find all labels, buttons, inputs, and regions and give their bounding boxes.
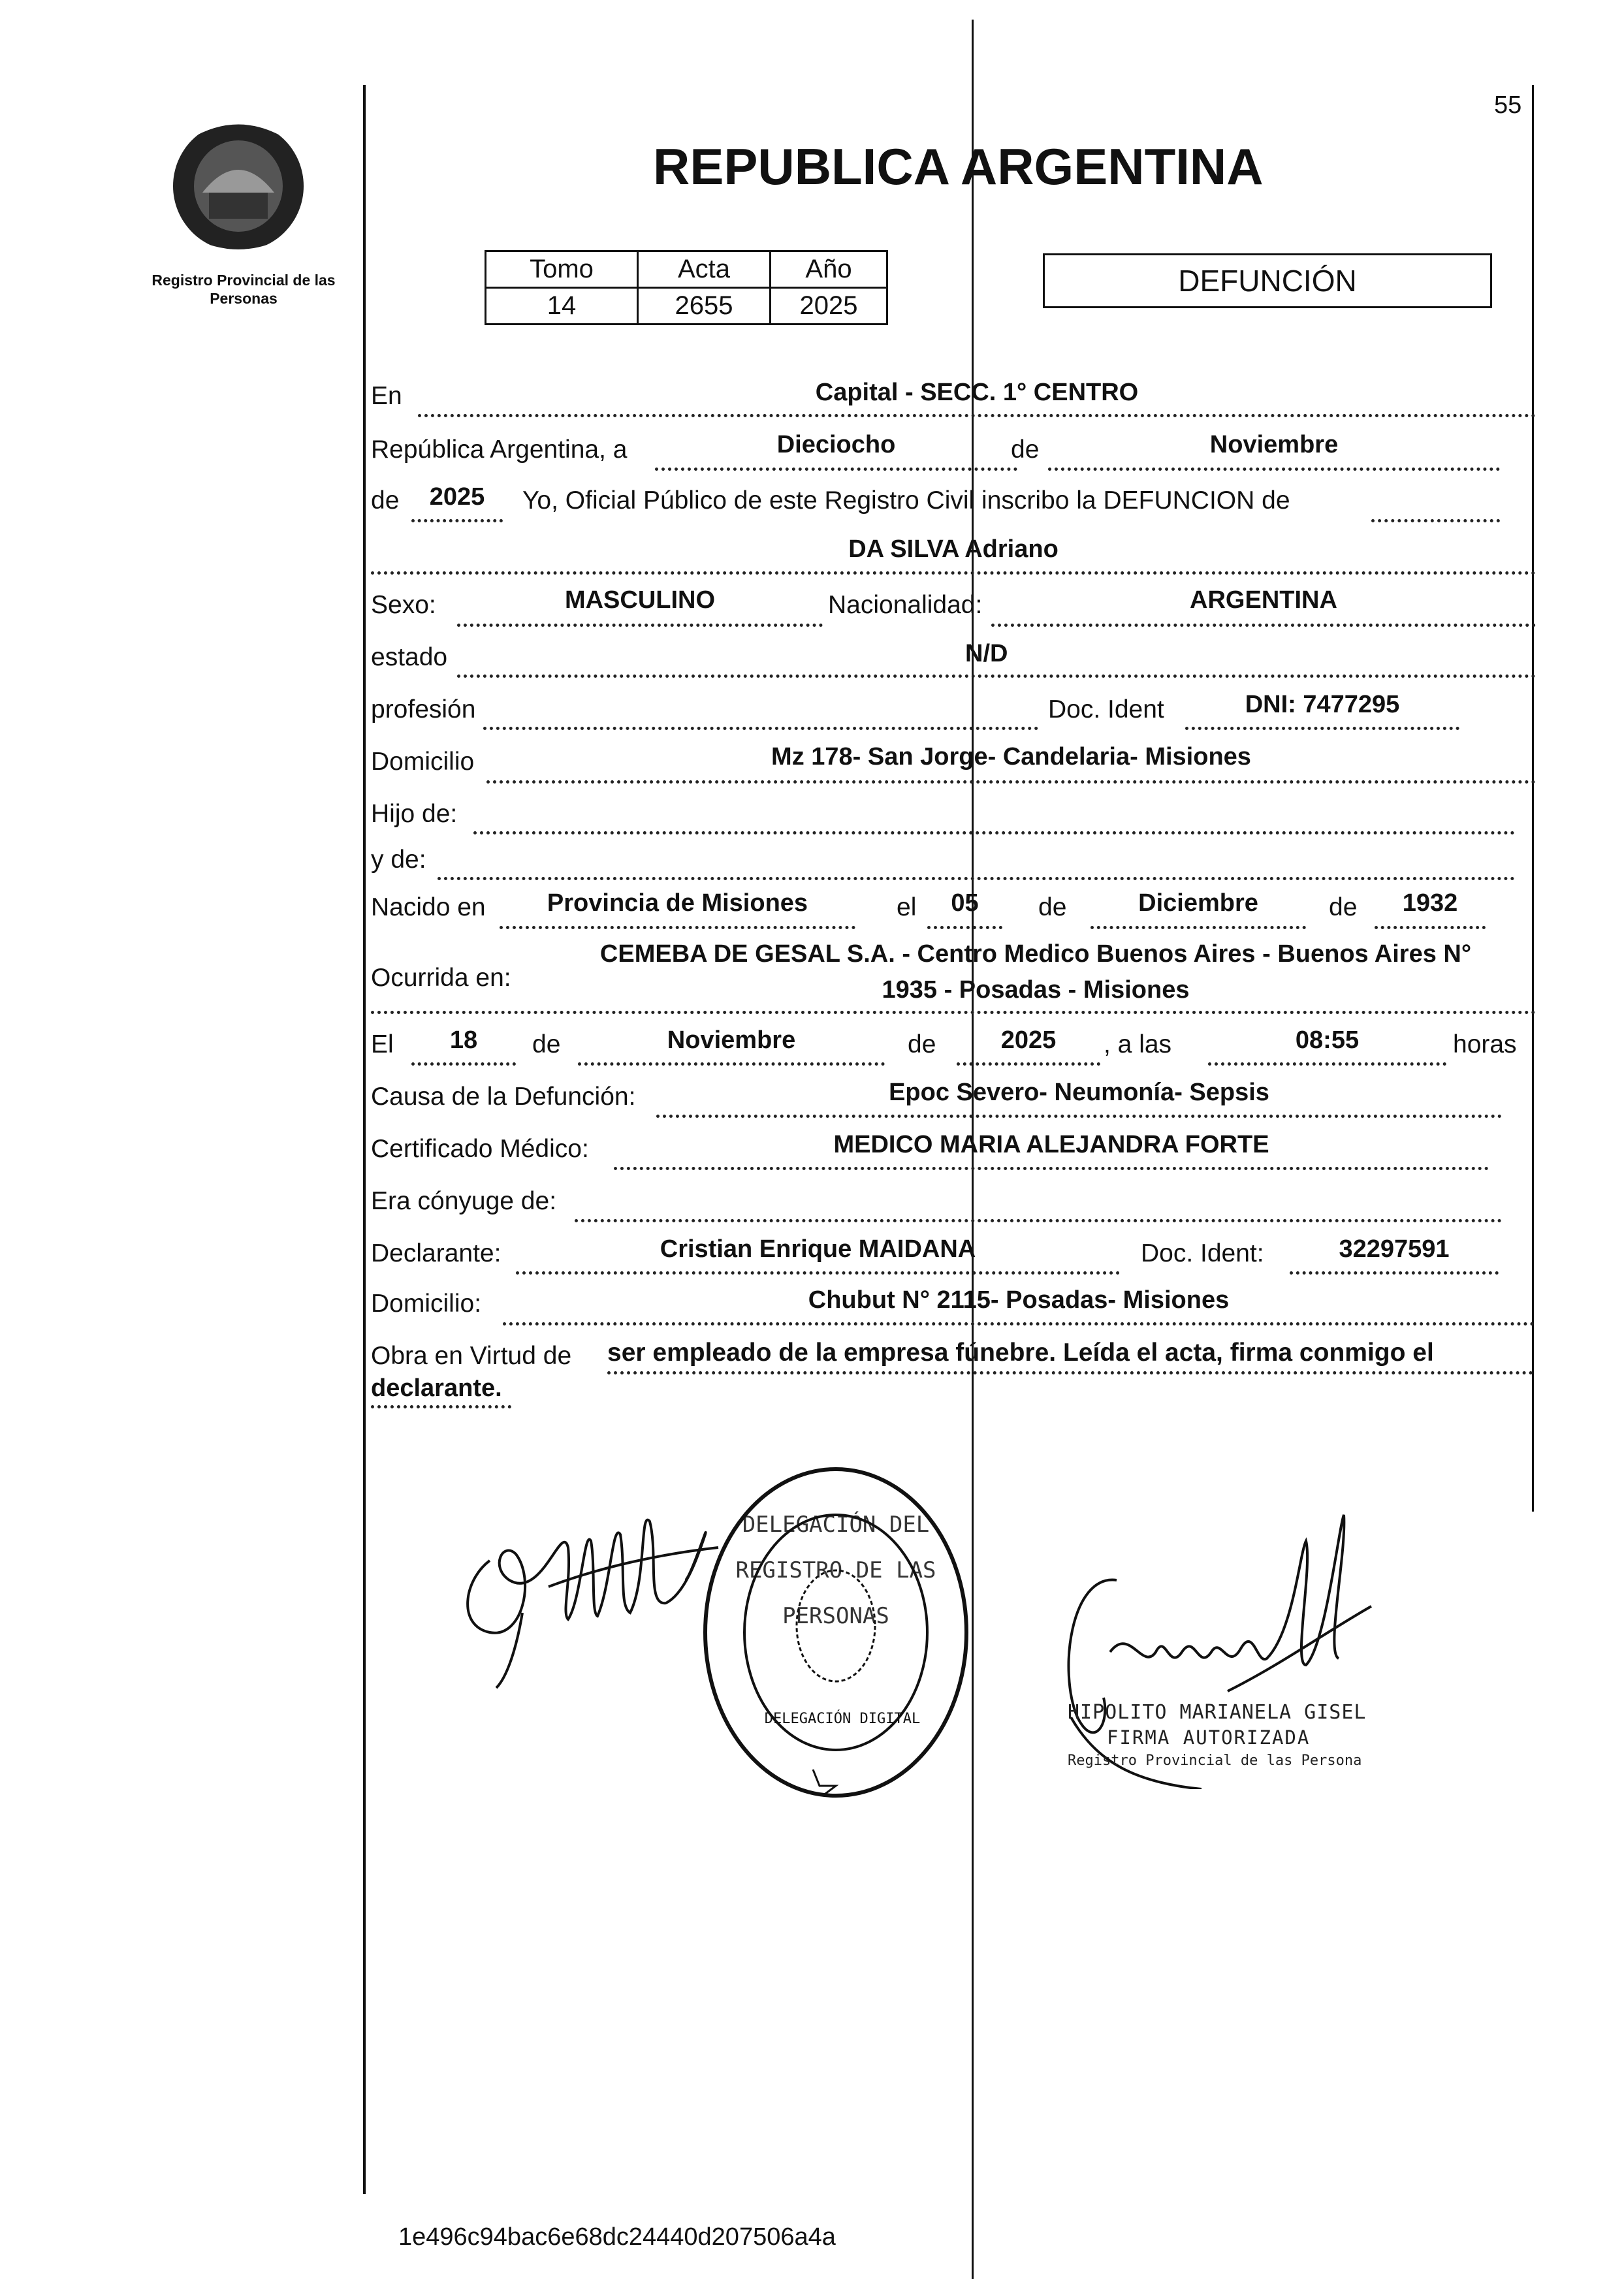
label-certificado: Certificado Médico: xyxy=(371,1135,589,1163)
label-def-de-anio: de xyxy=(908,1030,936,1058)
def-anio-value: 2025 xyxy=(1000,1026,1057,1054)
obra-line2: declarante. xyxy=(371,1374,502,1402)
stamp-org: Registro Provincial de las Persona xyxy=(1068,1753,1362,1769)
stamp-role: FIRMA AUTORIZADA xyxy=(1107,1726,1311,1749)
label-profesion: profesión xyxy=(371,695,476,723)
domicilio-value: Mz 178- San Jorge- Candelaria- Misiones xyxy=(771,743,1251,770)
col-header-acta: Acta xyxy=(638,251,771,288)
label-declarante: Declarante: xyxy=(371,1239,502,1267)
certificado-value: MEDICO MARIA ALEJANDRA FORTE xyxy=(833,1131,1269,1158)
nacionalidad-value: ARGENTINA xyxy=(1190,586,1337,614)
def-hora-value: 08:55 xyxy=(1295,1026,1360,1054)
label-doc-ident2: Doc. Ident: xyxy=(1141,1239,1264,1267)
label-nac-de-anio: de xyxy=(1329,893,1358,921)
label-estado: estado xyxy=(371,643,448,671)
nombre-value: DA SILVA Adriano xyxy=(848,535,1059,563)
label-horas: horas xyxy=(1453,1030,1517,1058)
doc-ident-value: DNI: 7477295 xyxy=(1245,691,1400,718)
label-en: En xyxy=(371,382,402,410)
tomo-value: 14 xyxy=(486,288,638,325)
label-def-de-mes: de xyxy=(532,1030,561,1058)
declarante-domicilio-value: Chubut N° 2115- Posadas- Misiones xyxy=(808,1286,1230,1314)
label-ocurrida-en: Ocurrida en: xyxy=(371,964,511,992)
col-header-anio: Año xyxy=(771,251,887,288)
nac-anio-value: 1932 xyxy=(1402,889,1458,917)
label-conyuge: Era cónyuge de: xyxy=(371,1187,557,1215)
left-margin-line xyxy=(363,85,366,2194)
estado-value: N/D xyxy=(965,640,1008,667)
dia-letras-value: Dieciocho xyxy=(776,431,896,458)
label-y-de: y de: xyxy=(371,846,426,874)
declarante-doc-value: 32297591 xyxy=(1339,1235,1450,1263)
label-nacido-en: Nacido en xyxy=(371,893,486,921)
label-doc-ident: Doc. Ident xyxy=(1048,695,1164,723)
label-a-las: , a las xyxy=(1104,1030,1172,1058)
stamp-block xyxy=(1068,1701,1368,1769)
anio-acta-value: 2025 xyxy=(429,483,485,511)
registry-name: Registro Provincial de las Personas xyxy=(151,272,336,307)
footer-hash: 1e496c94bac6e68dc24440d207506a4a xyxy=(398,2223,836,2251)
ocurrida-line2: 1935 - Posadas - Misiones xyxy=(882,976,1190,1004)
label-yo-oficial: Yo, Oficial Público de este Registro Civil inscribo la DEFUNCION de xyxy=(522,486,1290,515)
declarant-signature xyxy=(451,1482,725,1691)
declarante-value: Cristian Enrique MAIDANA xyxy=(660,1235,976,1263)
causa-value: Epoc Severo- Neumonía- Sepsis xyxy=(889,1079,1269,1106)
label-hijo-de: Hijo de: xyxy=(371,800,458,828)
lugar-value: Capital - SECC. 1° CENTRO xyxy=(815,379,1139,406)
label-domicilio2: Domicilio: xyxy=(371,1290,482,1318)
label-causa: Causa de la Defunción: xyxy=(371,1083,636,1111)
act-type: DEFUNCIÓN xyxy=(1178,264,1357,298)
nacido-en-value: Provincia de Misiones xyxy=(547,889,808,917)
seal-inner-text: DELEGACIÓN DIGITAL xyxy=(764,1711,921,1727)
label-sexo: Sexo: xyxy=(371,591,436,619)
anio-value: 2025 xyxy=(771,288,887,325)
nac-dia-value: 05 xyxy=(951,889,979,917)
label-nacionalidad: Nacionalidad: xyxy=(828,591,983,619)
province-logo xyxy=(163,108,313,258)
def-dia-value: 18 xyxy=(449,1026,478,1054)
obra-line1: ser empleado de la empresa fúnebre. Leída el acta, firma conmigo el xyxy=(607,1339,1434,1367)
stamp-name: HIPOLITO MARIANELA GISEL xyxy=(1068,1701,1367,1724)
act-type-box xyxy=(1043,253,1492,308)
act-table xyxy=(485,250,888,325)
nac-mes-value: Diciembre xyxy=(1138,889,1258,917)
label-domicilio: Domicilio xyxy=(371,748,475,776)
label-republica: República Argentina, a xyxy=(371,436,628,464)
page-number: 55 xyxy=(1494,91,1522,119)
label-obra: Obra en Virtud de xyxy=(371,1342,572,1370)
acta-value: 2655 xyxy=(638,288,771,325)
mes-value: Noviembre xyxy=(1209,431,1339,458)
label-de-year: de xyxy=(371,486,400,515)
seal-outer-text: DELEGACIÓN DEL REGISTRO DE LAS PERSONAS xyxy=(735,1512,936,1629)
label-nac-de-mes: de xyxy=(1038,893,1067,921)
def-mes-value: Noviembre xyxy=(667,1026,796,1054)
label-de: de xyxy=(1011,436,1040,464)
label-el: el xyxy=(897,893,917,921)
page-title: REPUBLICA ARGENTINA xyxy=(653,138,1264,195)
label-el-cap: El xyxy=(371,1030,394,1058)
ocurrida-line1: CEMEBA DE GESAL S.A. - Centro Medico Buenos Aires - Buenos Aires N° xyxy=(599,940,1472,968)
sexo-value: MASCULINO xyxy=(564,586,716,614)
col-header-tomo: Tomo xyxy=(486,251,638,288)
